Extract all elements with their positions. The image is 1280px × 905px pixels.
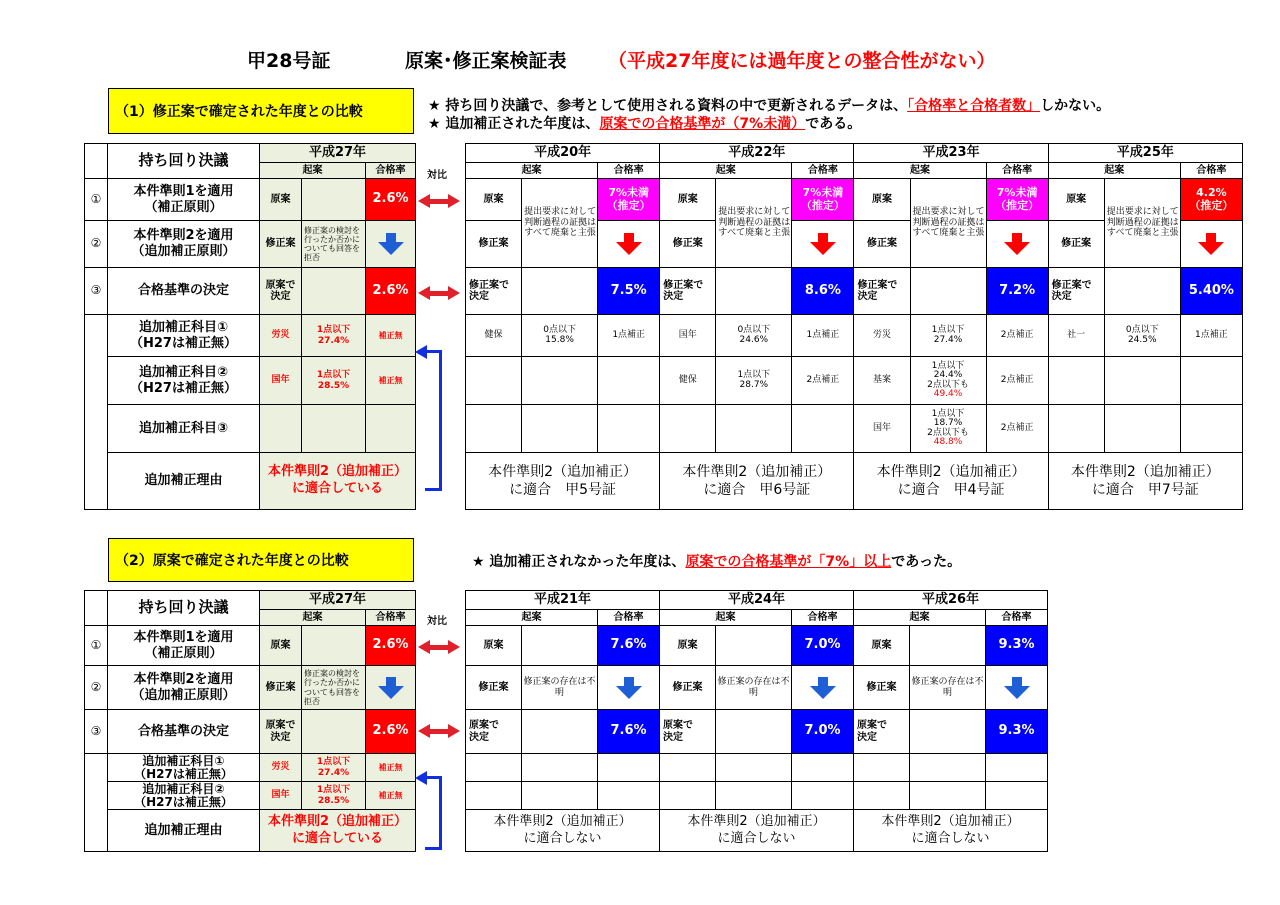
sub-value [522,357,598,405]
kijun-label: 合格基準の決定 [108,710,260,754]
section1-h27-table [84,143,416,510]
genan-label: 原案 [466,626,522,666]
row-number: ③ [85,710,108,754]
genan-label: 原案 [854,626,910,666]
section2-h27-table [84,590,416,852]
h27-sub2-value: 1点以下 28.5% [302,782,366,810]
row-number: ① [85,179,108,221]
teishutsu-note: 提出要求に対して判断過程の証拠はすべて廃棄と主張 [1104,179,1180,268]
shusei-kettei-label: 修正案で 決定 [1048,268,1104,315]
riyu-label: 追加補正理由 [108,453,260,510]
genan-label: 原案 [260,626,302,666]
sub-name [466,405,522,453]
exhibit-number: 甲28号証 [247,50,331,72]
h27-rate-rule1: 2.6% [366,626,416,666]
kian-header: 起案 [466,610,598,626]
h27-year: 平成27年 [260,144,416,163]
mochimawari-label: 持ち回り決議 [108,591,260,626]
h27-rate-kijun: 2.6% [366,710,416,754]
down-arrow-icon [378,233,404,255]
section1-compare-table [465,143,1243,510]
year-header: 平成20年 [466,144,660,163]
sub-name: 基案 [854,357,910,405]
genan-kettei-label: 原案で 決定 [260,710,302,754]
sub-result [1180,357,1242,405]
row-number: ② [85,221,108,268]
sub-result: 2点補正 [986,405,1048,453]
kian-header: 起案 [660,610,792,626]
genan-label: 原案 [1048,179,1104,221]
kian-header: 起案 [854,163,986,179]
year-header: 平成25年 [1048,144,1242,163]
reason-cell: 本件準則2（追加補正） に適合 甲4号証 [854,453,1048,510]
kian-header: 起案 [1048,163,1180,179]
sub-result [792,405,854,453]
rate-rule2 [598,221,660,268]
reason-cell: 本件準則2（追加補正） に適合 甲7号証 [1048,453,1242,510]
sub-name: 労災 [854,315,910,357]
h27-reason: 本件準則2（追加補正） に適合している [260,810,416,852]
rate-rule2 [598,666,660,710]
teishutsu-note: 提出要求に対して判断過程の証拠はすべて廃棄と主張 [716,179,792,268]
sub-name: 健保 [660,357,716,405]
rate-kijun: 7.6% [598,710,660,754]
genan-kettei-label: 原案で 決定 [260,268,302,315]
h27-sub1-name: 労災 [260,315,302,357]
down-arrow-icon [810,677,836,699]
rule1-label: 本件準則1を適用 （補正原則） [108,179,260,221]
teishutsu-note: 提出要求に対して判断過程の証拠はすべて廃棄と主張 [522,179,598,268]
teishutsu-note: 提出要求に対して判断過程の証拠はすべて廃棄と主張 [910,179,986,268]
rate-header: 合格率 [1180,163,1242,179]
sub-value [716,405,792,453]
bracket-arrow-icon [425,350,442,491]
rule1-label: 本件準則1を適用 （補正原則） [108,626,260,666]
rate-header: 合格率 [598,163,660,179]
fumei-note: 修正案の存在は不明 [910,666,986,710]
rate-header: 合格率 [986,163,1048,179]
fumei-note: 修正案の存在は不明 [522,666,598,710]
row-number: ① [85,626,108,666]
sub-name [1048,405,1104,453]
sub-result: 2点補正 [986,357,1048,405]
genan-kettei-label: 原案で 決定 [854,710,910,754]
h27-sub1-value: 1点以下 27.4% [302,754,366,782]
down-arrow-icon [378,677,404,699]
genan-label: 原案 [660,179,716,221]
taihi-label: 対比 [427,616,447,627]
rule2-label: 本件準則2を適用 （追加補正原則） [108,666,260,710]
sub-name: 健保 [466,315,522,357]
genan-kettei-label: 原案で 決定 [660,710,716,754]
rate-rule2 [1180,221,1242,268]
sub-name: 国年 [660,315,716,357]
down-arrow-icon [1004,233,1030,255]
sub2-label: 追加補正科目② （H27は補正無） [108,357,260,405]
sub-result: 1点補正 [1180,315,1242,357]
rate-kijun: 7.5% [598,268,660,315]
bracket-arrow-icon [425,776,442,850]
year-header: 平成24年 [660,591,854,610]
genan-label: 原案 [466,179,522,221]
sub-result: 1点補正 [792,315,854,357]
sub-name [660,405,716,453]
genan-label: 原案 [260,179,302,221]
rule2-label: 本件準則2を適用 （追加補正原則） [108,221,260,268]
rate-rule2 [792,221,854,268]
rate-rule1: 7%未満 （推定） [792,179,854,221]
rate-kijun: 7.0% [792,710,854,754]
shuseian-label: 修正案 [260,221,302,268]
reason-cell: 本件準則2（追加補正） に適合しない [466,810,660,852]
sub-value: 0点以下 24.6% [716,315,792,357]
section2-compare-table [465,590,1048,852]
sub-value: 1点以下 24.4% 2点以下も 49.4% [910,357,986,405]
genan-kettei-label: 原案で 決定 [466,710,522,754]
double-arrow-icon [418,194,460,208]
rate-rule1: 7%未満 （推定） [598,179,660,221]
rate-kijun: 5.40% [1180,268,1242,315]
year-header: 平成22年 [660,144,854,163]
rate-rule1: 9.3% [986,626,1048,666]
down-arrow-icon [1004,677,1030,699]
h27-sub1-result: 補正無 [366,315,416,357]
section1-header: （1）修正案で確定された年度との比較 [108,88,414,134]
sub-value: 1点以下 27.4% [910,315,986,357]
h27-sub1-result: 補正無 [366,754,416,782]
rate-rule1: 7%未満 （推定） [986,179,1048,221]
sub-name: 国年 [854,405,910,453]
table-title: 原案･修正案検証表 [405,50,567,72]
sub-result: 1点補正 [598,315,660,357]
sub-result [1180,405,1242,453]
section2-header: （2）原案で確定された年度との比較 [108,538,414,582]
genan-label: 原案 [660,626,716,666]
kian-header: 起案 [854,610,986,626]
sub-result: 2点補正 [792,357,854,405]
year-header: 平成23年 [854,144,1048,163]
sub3-label: 追加補正科目③ [108,405,260,453]
sub-value: 0点以下 15.8% [522,315,598,357]
rate-rule2 [792,666,854,710]
section1-note2: ★ 追加補正された年度は、原案での合格基準が（7%未満）である。 [428,116,862,132]
section1-note1: ★ 持ち回り決議で、参考として使用される資料の中で更新されるデータは、「合格率と合格者数」しかない。 [428,98,1111,114]
double-arrow-icon [418,724,460,738]
h27-sub2-value: 1点以下 28.5% [302,357,366,405]
shusei-kettei-label: 修正案で 決定 [466,268,522,315]
h27-rate-rule1: 2.6% [366,179,416,221]
h27-shusei-note: 修正案の検討を行ったか否かについても回答を拒否 [302,221,366,268]
shusei-kettei-label: 修正案で 決定 [854,268,910,315]
mochimawari-label: 持ち回り決議 [108,144,260,179]
h27-sub2-name: 国年 [260,357,302,405]
shuseian-label: 修正案 [466,221,522,268]
kian-header: 起案 [466,163,598,179]
rate-header: 合格率 [792,610,854,626]
page-title [0,46,1280,76]
h27-shusei-note: 修正案の検討を行ったか否かについても回答を拒否 [302,666,366,710]
taihi-label: 対比 [427,170,447,181]
rate-rule2 [986,666,1048,710]
riyu-label: 追加補正理由 [108,810,260,852]
rate-rule2 [986,221,1048,268]
sub-result [598,357,660,405]
sub1-label: 追加補正科目① （H27は補正無） [108,315,260,357]
rate-kijun: 8.6% [792,268,854,315]
sub-name [1048,357,1104,405]
sub-result [598,405,660,453]
down-arrow-icon [1198,233,1224,255]
rate-header: 合格率 [366,610,416,626]
shuseian-label: 修正案 [854,666,910,710]
rate-header: 合格率 [986,610,1048,626]
sub-value [1104,357,1180,405]
reason-cell: 本件準則2（追加補正） に適合 甲6号証 [660,453,854,510]
shusei-kettei-label: 修正案で 決定 [660,268,716,315]
year-header: 平成21年 [466,591,660,610]
rate-kijun: 9.3% [986,710,1048,754]
h27-sub1-value: 1点以下 27.4% [302,315,366,357]
kijun-label: 合格基準の決定 [108,268,260,315]
shuseian-label: 修正案 [1048,221,1104,268]
sub-value [522,405,598,453]
section2-note: ★ 追加補正されなかった年度は、原案での合格基準が「7%」以上であった。 [472,554,962,570]
sub1-label: 追加補正科目① （H27は補正無） [108,754,260,782]
sub-name: 社一 [1048,315,1104,357]
kian-header: 起案 [260,163,366,179]
genan-label: 原案 [854,179,910,221]
title-note: （平成27年度には過年度との整合性がない） [608,50,996,72]
h27-reason: 本件準則2（追加補正） に適合している [260,453,416,510]
shuseian-label: 修正案 [260,666,302,710]
rate-rule1: 7.6% [598,626,660,666]
rate-header: 合格率 [366,163,416,179]
h27-year: 平成27年 [260,591,416,610]
h27-sub1-name: 労災 [260,754,302,782]
h27-sub2-result: 補正無 [366,357,416,405]
sub-value: 1点以下 28.7% [716,357,792,405]
shuseian-label: 修正案 [466,666,522,710]
shuseian-label: 修正案 [660,666,716,710]
kian-header: 起案 [660,163,792,179]
h27-sub2-name: 国年 [260,782,302,810]
reason-cell: 本件準則2（追加補正） に適合しない [854,810,1048,852]
fumei-note: 修正案の存在は不明 [716,666,792,710]
h27-sub2-result: 補正無 [366,782,416,810]
shuseian-label: 修正案 [854,221,910,268]
rate-header: 合格率 [598,610,660,626]
reason-cell: 本件準則2（追加補正） に適合 甲5号証 [466,453,660,510]
reason-cell: 本件準則2（追加補正） に適合しない [660,810,854,852]
sub-name [466,357,522,405]
rate-rule1: 7.0% [792,626,854,666]
down-arrow-icon [616,233,642,255]
double-arrow-icon [418,640,460,654]
rate-kijun: 7.2% [986,268,1048,315]
sub2-label: 追加補正科目② （H27は補正無） [108,782,260,810]
row-number: ③ [85,268,108,315]
sub-value: 1点以下 18.7% 2点以下も 48.8% [910,405,986,453]
h27-rate-kijun: 2.6% [366,268,416,315]
rate-header: 合格率 [792,163,854,179]
rate-rule1: 4.2% （推定） [1180,179,1242,221]
down-arrow-icon [810,233,836,255]
double-arrow-icon [418,286,460,300]
sub-result: 2点補正 [986,315,1048,357]
row-number: ② [85,666,108,710]
sub-value [1104,405,1180,453]
sub-value: 0点以下 24.5% [1104,315,1180,357]
year-header: 平成26年 [854,591,1048,610]
kian-header: 起案 [260,610,366,626]
shuseian-label: 修正案 [660,221,716,268]
down-arrow-icon [616,677,642,699]
